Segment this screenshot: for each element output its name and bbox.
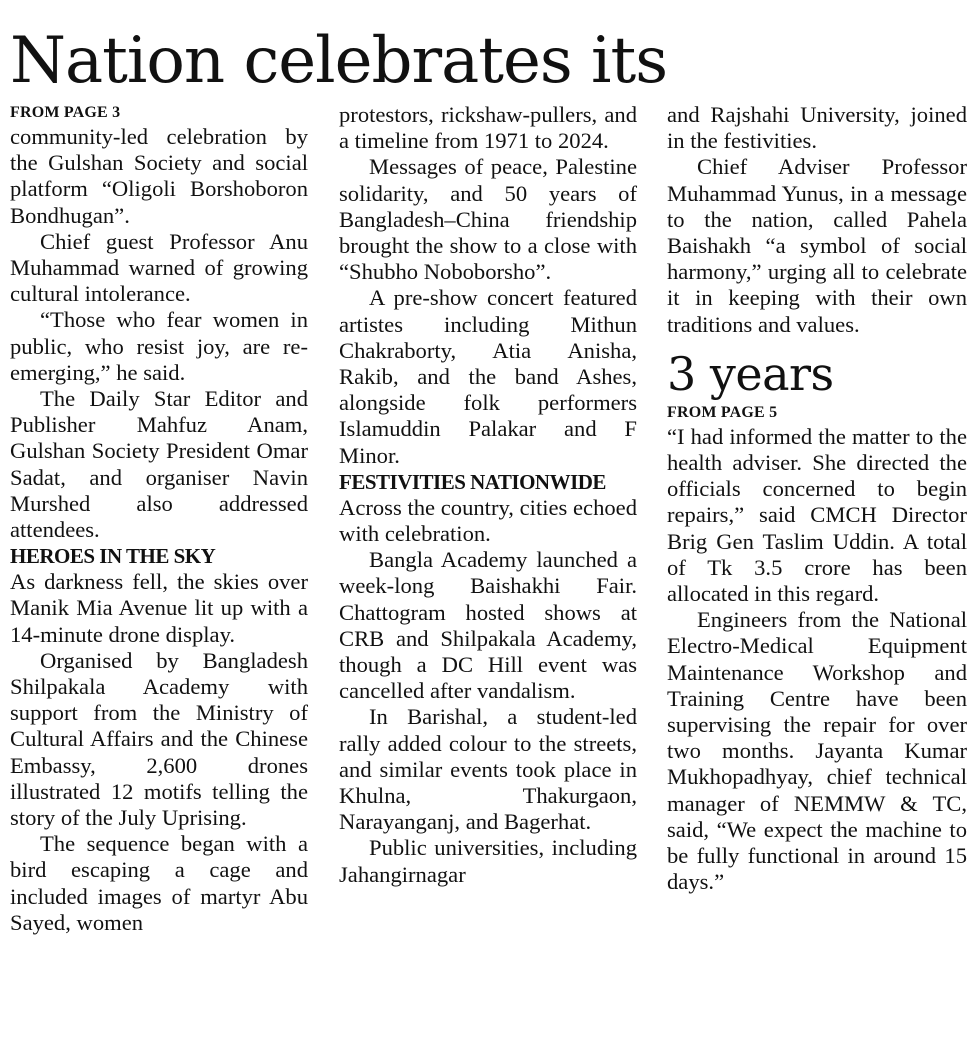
body-paragraph: Chief guest Professor Anu Muhammad warned of growing cultural intolerance. <box>10 228 308 307</box>
main-headline: Nation celebrates its <box>10 24 668 98</box>
body-paragraph: In Barishal, a student-led rally added colour to the streets, and similar events took place in Khulna, Thakurgaon, Narayanganj, and Bagerhat. <box>339 704 637 835</box>
subheading-festivities-nationwide: FESTIVITIES NATIONWIDE <box>339 469 606 494</box>
continued-from-label: FROM PAGE 3 <box>10 104 121 121</box>
column-3 <box>667 102 967 895</box>
column-1 <box>10 102 308 936</box>
body-paragraph: Engineers from the National Electro-Medical Equipment Maintenance Workshop and Training Centre have been supervising the repair for over two months. Jayanta Kumar Mukhopadhyay, chief technical manager of NEMMW & TC, said, “We expect the machine to be fully functional in around 15 days.” <box>667 607 967 895</box>
body-paragraph: protestors, rickshaw-pullers, and a timeline from 1971 to 2024. <box>339 102 637 154</box>
body-paragraph: A pre-show concert featured artistes including Mithun Chakraborty, Atia Anisha, Rakib, and the band Ashes, alongside folk performers Islamuddin Palakar and F Minor. <box>339 285 637 468</box>
body-paragraph: and Rajshahi University, joined in the festivities. <box>667 102 967 154</box>
body-paragraph: Messages of peace, Palestine solidarity, and 50 years of Bangladesh–China friendship brought the show to a close with “Shubho Noboborsho”. <box>339 154 637 285</box>
jump-headline: 3 years <box>667 346 834 401</box>
body-paragraph: Public universities, including Jahangirnagar <box>339 835 637 887</box>
body-paragraph: “I had informed the matter to the health adviser. She directed the officials concerned to begin repairs,” said CMCH Director Brig Gen Taslim Uddin. A total of Tk 3.5 crore has been allocated in this regard. <box>667 423 967 607</box>
body-paragraph: community-led celebration by the Gulshan Society and social platform “Oligoli Borshoboron Bondhugan”. <box>10 124 308 228</box>
body-paragraph: Bangla Academy launched a week-long Baishakhi Fair. Chattogram hosted shows at CRB and Shilpakala Academy, though a DC Hill event was cancelled after vandalism. <box>339 547 637 704</box>
body-paragraph: As darkness fell, the skies over Manik Mia Avenue lit up with a 14-minute drone display. <box>10 569 308 647</box>
body-paragraph: The Daily Star Editor and Publisher Mahfuz Anam, Gulshan Society President Omar Sadat, and organiser Navin Murshed also addressed attendees. <box>10 386 308 543</box>
body-paragraph: The sequence began with a bird escaping a cage and included images of martyr Abu Sayed, women <box>10 831 308 935</box>
body-paragraph: “Those who fear women in public, who resist joy, are re-emerging,” he said. <box>10 307 308 385</box>
continued-from-label: FROM PAGE 5 <box>667 403 778 421</box>
column-2 <box>339 102 637 888</box>
body-paragraph: Across the country, cities echoed with celebration. <box>339 494 637 547</box>
body-paragraph: Organised by Bangladesh Shilpakala Academy with support from the Ministry of Cultural Affairs and the Chinese Embassy, 2,600 drones illustrated 12 motifs telling the story of the July Uprising. <box>10 647 308 831</box>
body-paragraph: Chief Adviser Professor Muhammad Yunus, in a message to the nation, called Pahela Baishakh “a symbol of social harmony,” urging all to celebrate it in keeping with their own traditions and values. <box>667 154 967 337</box>
subheading-heroes-in-the-sky: HEROES IN THE SKY <box>10 544 216 569</box>
